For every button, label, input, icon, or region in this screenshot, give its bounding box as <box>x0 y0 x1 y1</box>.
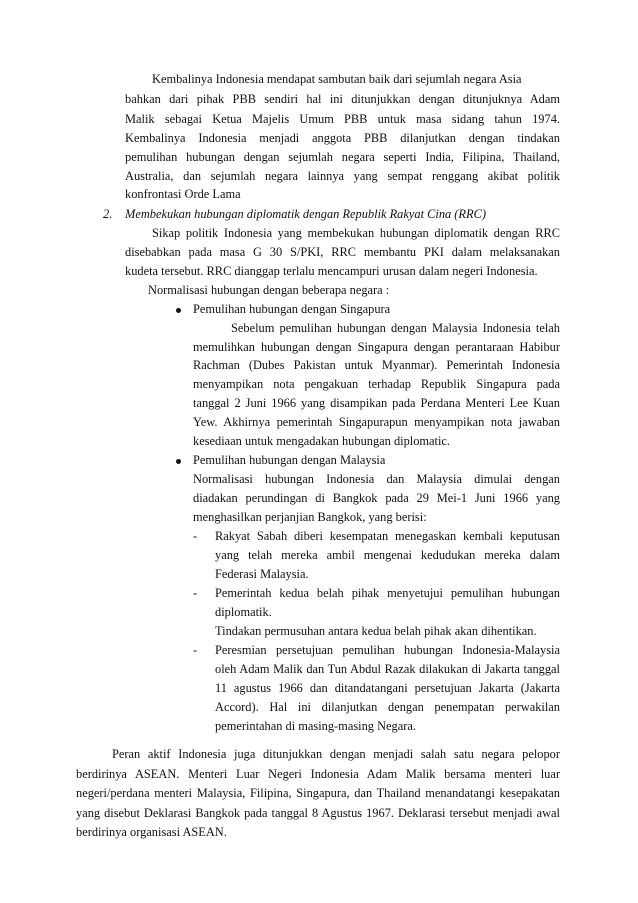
bullet-title: Pemulihan hubungan dengan Malaysia <box>193 453 386 467</box>
paragraph-line: berdirinya organisasi ASEAN. <box>76 825 227 839</box>
paragraph-line: Sebelum pemulihan hubungan dengan Malaysia Indonesia telah <box>231 321 560 335</box>
paragraph-line: Kembalinya Indonesia mendapat sambutan baik dari sejumlah negara Asia <box>152 72 522 86</box>
paragraph-line: berdirinya ASEAN. Menteri Luar Negeri Indonesia Adam Malik bersama menteri luar <box>76 767 560 781</box>
paragraph-line: Peran aktif Indonesia juga ditunjukkan dengan menjadi salah satu negara pelopor <box>112 747 560 761</box>
bullet-icon <box>176 459 181 464</box>
paragraph-line: tanggal 2 Juni 1966 yang disampikan pada Perdana Menteri Lee Kuan <box>193 396 560 410</box>
paragraph-line: Yew. Akhirnya pemerintah Singapurapun menyampikan nota jawaban <box>193 415 560 429</box>
paragraph-line: pemulihan hubungan dengan sejumlah negara seperti India, Filipina, Thailand, <box>125 150 560 164</box>
paragraph-line: Normalisasi hubungan Indonesia dan Malaysia dimulai dengan <box>193 472 560 486</box>
dash-marker: - <box>193 529 198 543</box>
bullet-icon <box>176 308 181 313</box>
dash-marker: - <box>193 643 198 657</box>
section-number: 2. <box>103 207 113 221</box>
list-item-line: Rakyat Sabah diberi kesempatan menegaskan kembali keputusan <box>215 529 560 543</box>
paragraph-line: Normalisasi hubungan dengan beberapa negara : <box>148 283 390 297</box>
paragraph-line: yang disebut Deklarasi Bangkok pada tanggal 8 Agustus 1967. Deklarasi tersebut menjadi awal <box>76 806 560 820</box>
list-item-line: Tindakan permusuhan antara kedua belah pihak akan dihentikan. <box>215 624 537 638</box>
section-heading: Membekukan hubungan diplomatik dengan Republik Rakyat Cina (RRC) <box>125 207 486 221</box>
list-item-line: Pemerintah kedua belah pihak menyetujui pemulihan hubungan <box>215 586 560 600</box>
list-item-line: Accord). Hal ini dilanjutkan dengan penempatan perwakilan <box>215 700 560 714</box>
paragraph-line: menyampikan nota pengakuan terhadap Republik Singapura pada <box>193 377 560 391</box>
paragraph-line: kesediaan untuk mengadakan hubungan diplomatic. <box>193 434 451 448</box>
list-item-line: oleh Adam Malik dan Tun Abdul Razak dilakukan di Jakarta tanggal <box>215 662 560 676</box>
list-item-line: yang telah mereka ambil mengenai kedudukan mereka dalam <box>215 548 560 562</box>
paragraph-line: bahkan dari pihak PBB sendiri hal ini ditunjukkan dengan ditunjuknya Adam <box>125 92 560 106</box>
paragraph-line: menghasilkan perjanjian Bangkok, yang berisi: <box>193 510 427 524</box>
bullet-title: Pemulihan hubungan dengan Singapura <box>193 302 391 316</box>
list-item-line: Peresmian persetujuan pemulihan hubungan Indonesia-Malaysia <box>215 643 560 657</box>
paragraph-line: konfrontasi Orde Lama <box>125 187 241 201</box>
paragraph-line: diadakan perundingan di Bangkok pada 29 Mei-1 Juni 1966 yang <box>193 491 560 505</box>
dash-marker: - <box>193 586 198 600</box>
list-item-line: diplomatik. <box>215 605 272 619</box>
paragraph-line: memulihkan hubungan dengan Singapura dengan perantaraan Habibur <box>193 340 560 354</box>
paragraph-line: Malik sebagai Ketua Majelis Umum PBB untuk masa sidang tahun 1974. <box>125 112 560 126</box>
paragraph-line: Kembalinya Indonesia menjadi anggota PBB dilanjutkan dengan tindakan <box>125 131 560 145</box>
paragraph-line: Sikap politik Indonesia yang membekukan hubungan diplomatik dengan RRC <box>152 226 560 240</box>
list-item-line: 11 agustus 1966 dan ditandatangani persetujuan Jakarta (Jakarta <box>215 681 560 695</box>
paragraph-line: disebabkan pada masa G 30 S/PKI, RRC membantu PKI dalam melaksanakan <box>125 245 560 259</box>
paragraph-line: Rachman (Dubes Pakistan untuk Myanmar). Pemerintah Indonesia <box>193 358 560 372</box>
paragraph-line: kudeta tersebut. RRC dianggap terlalu mencampuri urusan dalam negeri Indonesia. <box>125 264 538 278</box>
paragraph-line: Australia, dan sejumlah negara lainnya yang sempat renggang akibat politik <box>125 169 560 183</box>
paragraph-line: negeri/perdana menteri Malaysia, Filipina, Singapura, dan Thailand menandatangi kesepakatan <box>76 786 560 800</box>
list-item-line: pemerintahan di masing-masing Negara. <box>215 719 416 733</box>
list-item-line: Federasi Malaysia. <box>215 567 309 581</box>
